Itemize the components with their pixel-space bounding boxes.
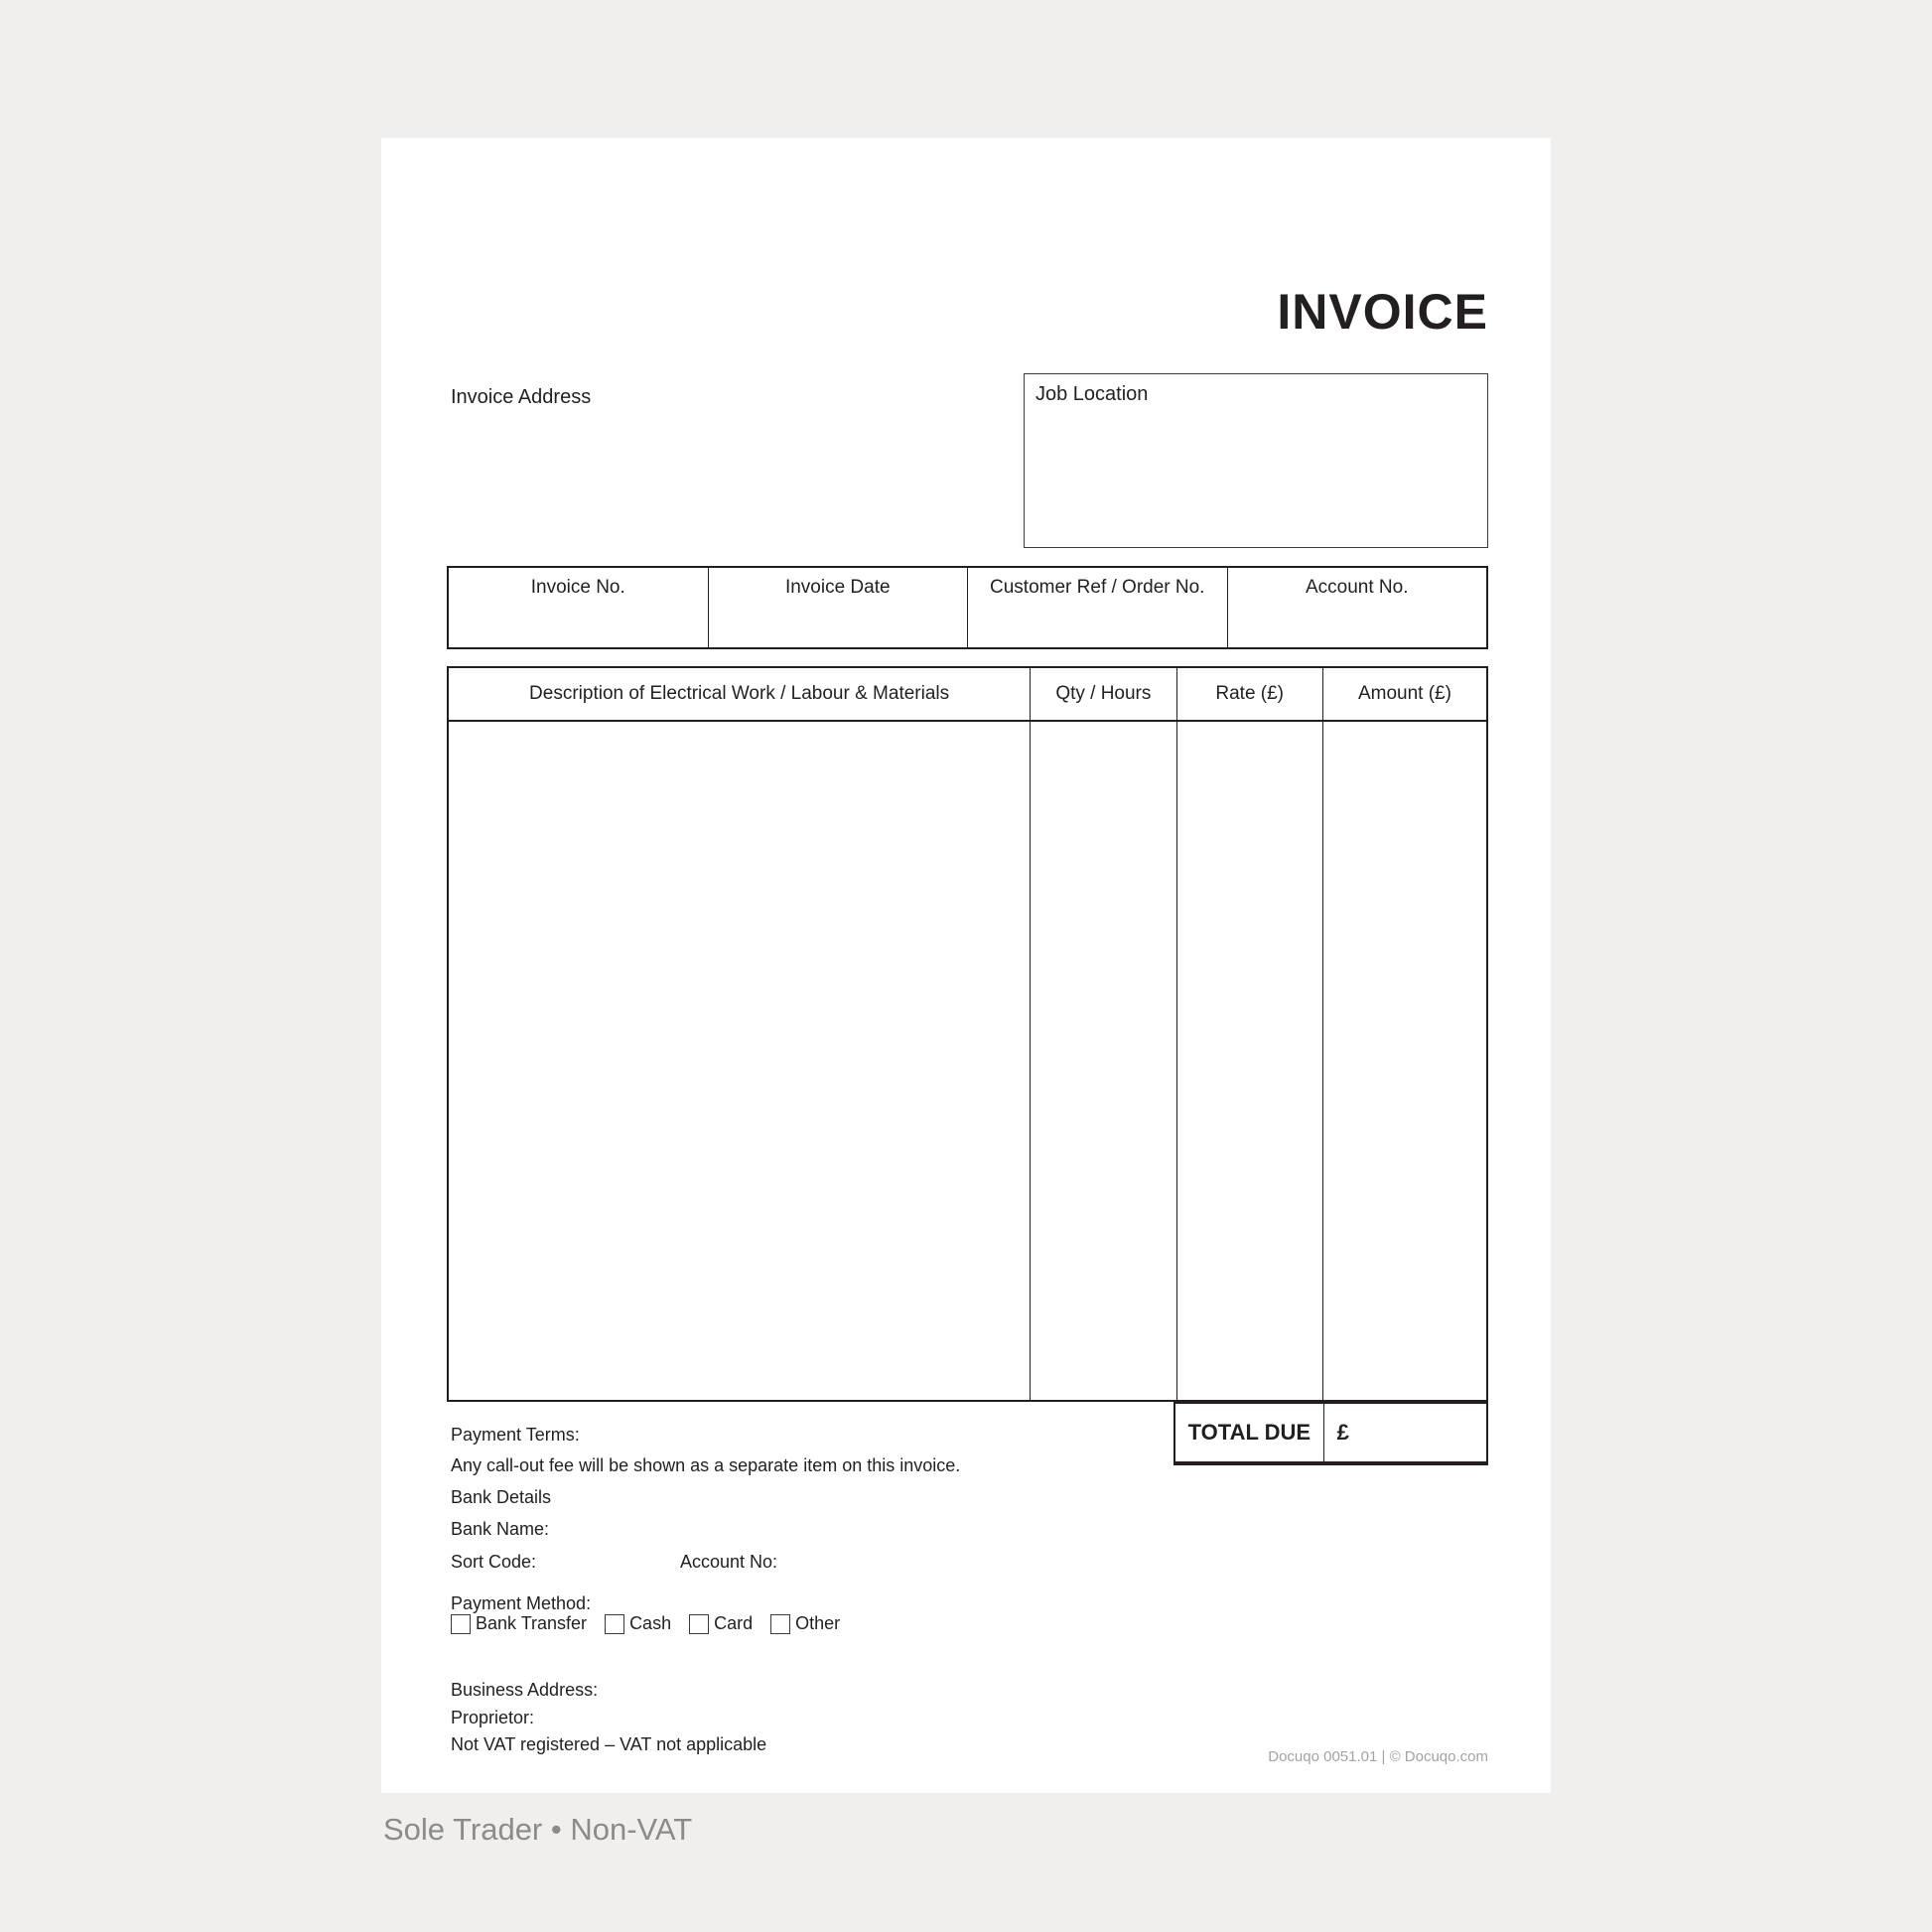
document-footer: Docuqo 0051.01 | © Docuqo.com — [1268, 1748, 1488, 1765]
card-label: Card — [714, 1613, 754, 1633]
invoice-address-label: Invoice Address — [451, 386, 592, 408]
bank-name-label: Bank Name: — [451, 1519, 550, 1539]
sort-code-label: Sort Code: — [451, 1552, 537, 1572]
job-location-label: Job Location — [1035, 383, 1149, 405]
other-checkbox[interactable] — [770, 1614, 790, 1634]
line-items-table — [447, 666, 1488, 1402]
vat-status-note: Not VAT registered – VAT not applicable — [451, 1734, 767, 1754]
bank-transfer-label: Bank Transfer — [476, 1613, 588, 1633]
description-cell — [449, 722, 1030, 1400]
description-header: Description of Electrical Work / Labour & Materials — [529, 683, 950, 704]
rate-header: Rate (£) — [1176, 668, 1322, 720]
method-bank-transfer[interactable] — [451, 1613, 587, 1634]
invoice-no-header: Invoice No. — [530, 577, 625, 598]
bank-details-label: Bank Details — [451, 1487, 552, 1507]
line-items-header-row — [449, 668, 1486, 722]
method-other[interactable] — [770, 1613, 840, 1634]
card-checkbox[interactable] — [689, 1614, 709, 1634]
rate-cell — [1176, 722, 1322, 1400]
template-caption: Sole Trader • Non-VAT — [383, 1812, 693, 1847]
cash-checkbox[interactable] — [605, 1614, 624, 1634]
qty-hours-cell — [1030, 722, 1175, 1400]
invoice-date-header: Invoice Date — [708, 568, 968, 647]
qty-hours-header: Qty / Hours — [1030, 668, 1175, 720]
line-items-body-row — [449, 722, 1486, 1400]
method-cash[interactable] — [605, 1613, 671, 1634]
total-due-value: £ — [1323, 1404, 1486, 1461]
page-title: INVOICE — [1277, 284, 1488, 340]
total-due-label: TOTAL DUE — [1187, 1420, 1311, 1445]
callout-fee-note: Any call-out fee will be shown as a separate item on this invoice. — [451, 1455, 961, 1475]
account-no-header: Account No. — [1227, 568, 1487, 647]
payment-method-label: Payment Method: — [451, 1593, 592, 1613]
other-label: Other — [795, 1613, 841, 1633]
method-card[interactable] — [689, 1613, 753, 1634]
cash-label: Cash — [629, 1613, 672, 1633]
total-due-row — [1173, 1402, 1488, 1465]
account-no-label: Account No: — [680, 1552, 778, 1572]
payment-method-options — [451, 1613, 840, 1634]
invoice-info-table — [447, 566, 1488, 649]
customer-ref-header: Customer Ref / Order No. — [967, 568, 1227, 647]
sort-code-account-line — [451, 1552, 777, 1573]
amount-header: Amount (£) — [1322, 668, 1486, 720]
payment-terms-label: Payment Terms: — [451, 1425, 580, 1445]
bank-transfer-checkbox[interactable] — [451, 1614, 471, 1634]
amount-cell — [1322, 722, 1486, 1400]
business-address-label: Business Address: — [451, 1680, 599, 1700]
invoice-page — [381, 138, 1551, 1793]
job-location-box — [1024, 373, 1488, 548]
proprietor-label: Proprietor: — [451, 1708, 535, 1727]
